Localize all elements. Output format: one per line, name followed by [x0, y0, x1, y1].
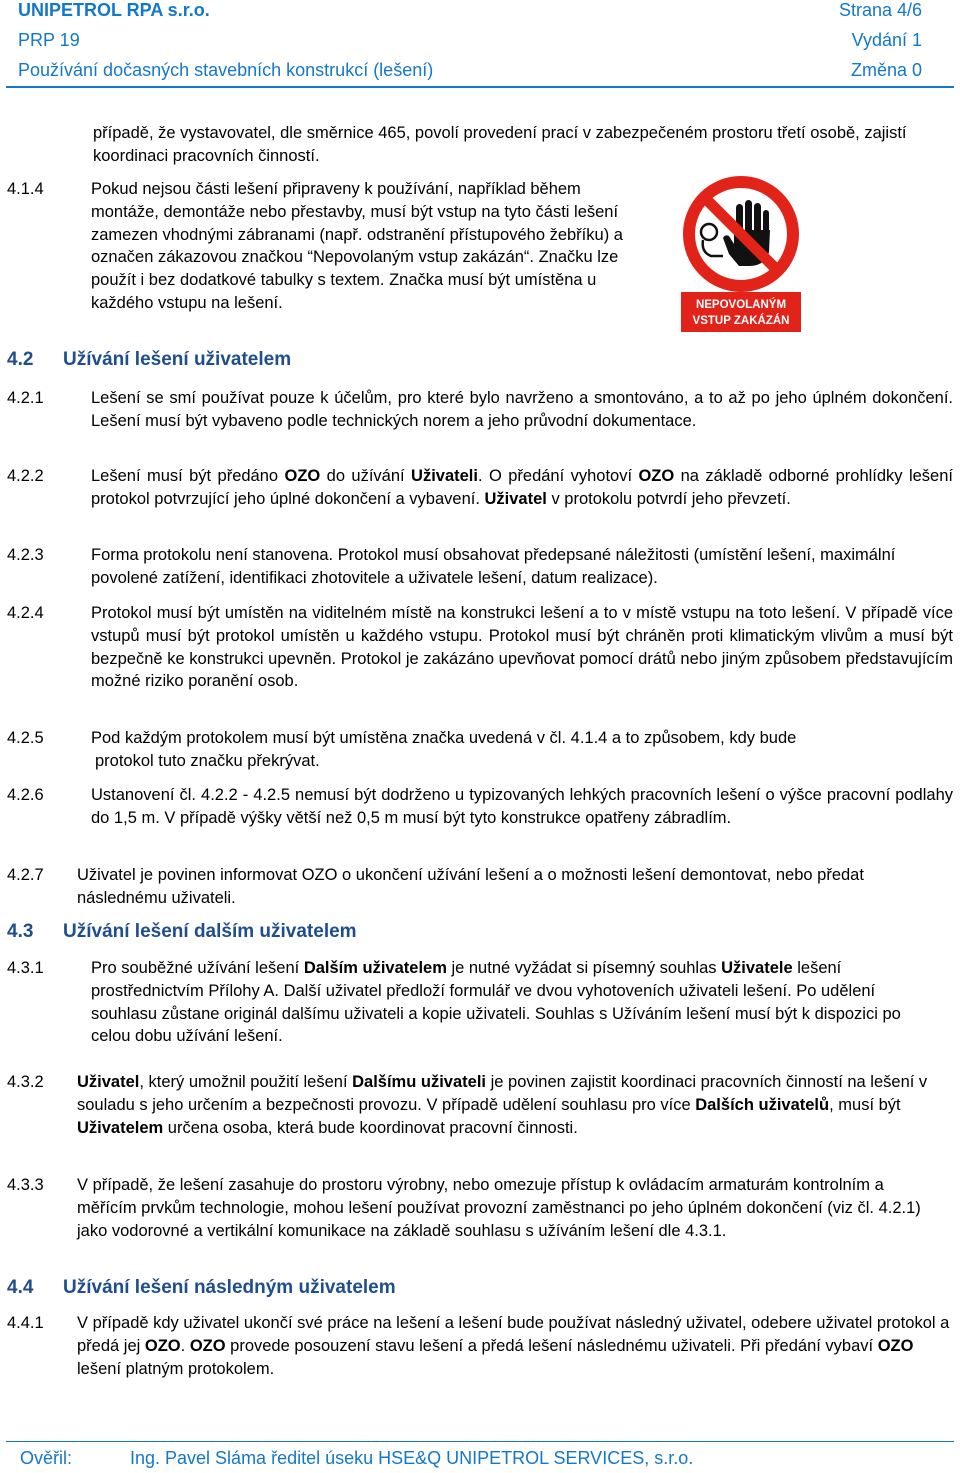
paragraph-text: Lešení se smí používat pouze k účelům, pro které bylo navrženo a smontováno, a to až po jeho úplném dokončení. Lešení musí být vybaveno podle technických norem a jeho průvodní dokumentace. [91, 389, 953, 430]
section-number: 4.2 [7, 349, 34, 370]
paragraph-number: 4.3.2 [7, 1073, 44, 1091]
paragraph-number: 4.3.1 [7, 959, 44, 977]
paragraph-text: Uživatel je povinen informovat OZO o ukončení užívání lešení a o možnosti lešení demontovat, nebo předat následnému uživateli. [77, 866, 864, 907]
header-rule [6, 86, 954, 88]
paragraph-number: 4.2.3 [7, 546, 44, 564]
sign-line-2: VSTUP ZAKÁZÁN [692, 315, 790, 327]
footer [20, 1448, 693, 1469]
sign-line-1: NEPOVOLANÝM [695, 299, 787, 311]
section-title: Užívání lešení následným uživatelem [63, 1277, 396, 1298]
paragraph-number: 4.2.6 [7, 786, 44, 804]
paragraph-number: 4.3.3 [7, 1176, 44, 1194]
section-number: 4.4 [7, 1277, 34, 1298]
intro-paragraph [93, 122, 953, 168]
prohibition-sign [681, 174, 801, 332]
paragraph-number: 4.4.1 [7, 1314, 44, 1332]
section-heading-4-4 [7, 1277, 396, 1299]
section-title: Užívání lešení uživatelem [63, 349, 292, 370]
paragraph-text: V případě, že lešení zasahuje do prostoru výrobny, nebo omezuje přístup k ovládacím armaturám kontrolním a měřícím prvkům technologie, mohou lešení používat provozní zaměstnanci po jeho úplném dokončení (viz čl. 4.2.1) jako vodorovné a vertikální komunikace na základě souhlasu s užíváním lešení dle 4.3.1. [77, 1176, 921, 1240]
document-title: Používání dočasných stavebních konstrukcí (lešení) [18, 60, 434, 80]
change-number: Změna 0 [850, 60, 922, 80]
paragraph-text: Uživatel, který umožnil použití lešení Dalšímu uživateli je povinen zajistit koordinaci pracovních činností na lešení v souladu s jeho určením a bezpečnosti provozu. V případě udělení souhlasu pro více Dalších uživatelů, musí být Uživatelem určena osoba, která bude koordinovat pracovní činnosti. [77, 1073, 928, 1137]
paragraph-number: 4.2.5 [7, 729, 44, 747]
section-title: Užívání lešení dalším uživatelem [63, 921, 357, 942]
document-id: PRP 19 [18, 30, 80, 50]
paragraph-text-line-1: Pod každým protokolem musí být umístěna značka uvedená v čl. 4.1.4 a to způsobem, kdy bude [91, 729, 797, 747]
paragraph-text: Lešení musí být předáno OZO do užívání Uživateli. O předání vyhotoví OZO na základě odborné prohlídky lešení protokol potvrzující jeho úplné dokončení a vybavení. Uživatel v protokolu potvrdí jeho převzetí. [91, 467, 953, 508]
section-number: 4.3 [7, 921, 34, 942]
footer-label: Ověřil: [20, 1448, 73, 1468]
paragraph-text: Pro souběžné užívání lešení Dalším uživatelem je nutné vyžádat si písemný souhlas Uživatele lešení prostřednictvím Přílohy A. Další uživatel předloží formulář ve dvou vyhotoveních uživateli lešení. Po udělení souhlasu zůstane originál dalšímu uživateli a kopie uživateli. Souhlas s Užíváním lešení musí být k dispozici po celou dobu užívání lešení. [91, 959, 901, 1046]
footer-rule [6, 1441, 954, 1442]
page-number: Strana 4/6 [838, 0, 922, 20]
paragraph-text: Protokol musí být umístěn na viditelném místě na konstrukci lešení a to v místě vstupu na toto lešení. V případě více vstupů musí být protokol umístěn u každého vstupu. Protokol musí být chráněn proti klimatickým vlivům a musí být bezpečně ke konstrukci upevněn. Protokol je zakázáno upevňovat pomocí drátů nebo jiným způsobem představujícím možné riziko poranění osob. [91, 604, 953, 691]
paragraph-number: 4.2.1 [7, 389, 44, 407]
paragraph-number: 4.2.4 [7, 604, 44, 622]
footer-text: Ing. Pavel Sláma ředitel úseku HSE&Q UNIPETROL SERVICES, s.r.o. [130, 1448, 694, 1468]
paragraph-number: 4.1.4 [7, 180, 44, 198]
paragraph-text-line-2: protokol tuto značku překrývat. [95, 751, 320, 770]
section-heading-4-3 [7, 921, 357, 943]
paragraph-text: V případě kdy uživatel ukončí své práce na lešení a lešení bude používat následný uživatel, odebere uživatel protokol a předá jej OZO. OZO provede posouzení stavu lešení a předá lešení následnému uživateli. Při předání vybaví OZO lešení platným protokolem. [77, 1314, 950, 1378]
paragraph-number: 4.2.2 [7, 467, 44, 485]
paragraph-text: Ustanovení čl. 4.2.2 - 4.2.5 nemusí být dodrženo u typizovaných lehkých pracovních lešení o výšce pracovní podlahy do 1,5 m. V případě výšky větší než 0,5 m musí být tyto konstrukce opatřeny zábradlím. [91, 786, 953, 827]
company-name: UNIPETROL RPA s.r.o. [18, 0, 210, 20]
paragraph-4-1-4 [0, 178, 960, 338]
intro-text: případě, že vystavovatel, dle směrnice 465, povolí provedení prací v zabezpečeném prostoru třetí osobě, zajistí koordinaci pracovních činností. [93, 124, 907, 165]
edition: Vydání 1 [851, 30, 922, 50]
section-heading-4-2 [7, 349, 291, 371]
paragraph-text: Pokud nejsou části lešení připraveny k používání, například během montáže, demontáže nebo přestavby, musí být vstup na tyto části lešení zamezen vhodnými zábranami (např. odstranění přístupového žebříku) a označen zákazovou značkou “Nepovolaným vstup zakázán“. Značku lze použít i bez dodatkové tabulky s textem. Značka musí být umístěna u každého vstupu na lešení. [91, 180, 623, 312]
paragraph-number: 4.2.7 [7, 866, 44, 884]
paragraph-text: Forma protokolu není stanovena. Protokol musí obsahovat předepsané náležitosti (umístění lešení, maximální povolené zatížení, identifikaci zhotovitele a uživatele lešení, datum realizace). [91, 546, 896, 587]
